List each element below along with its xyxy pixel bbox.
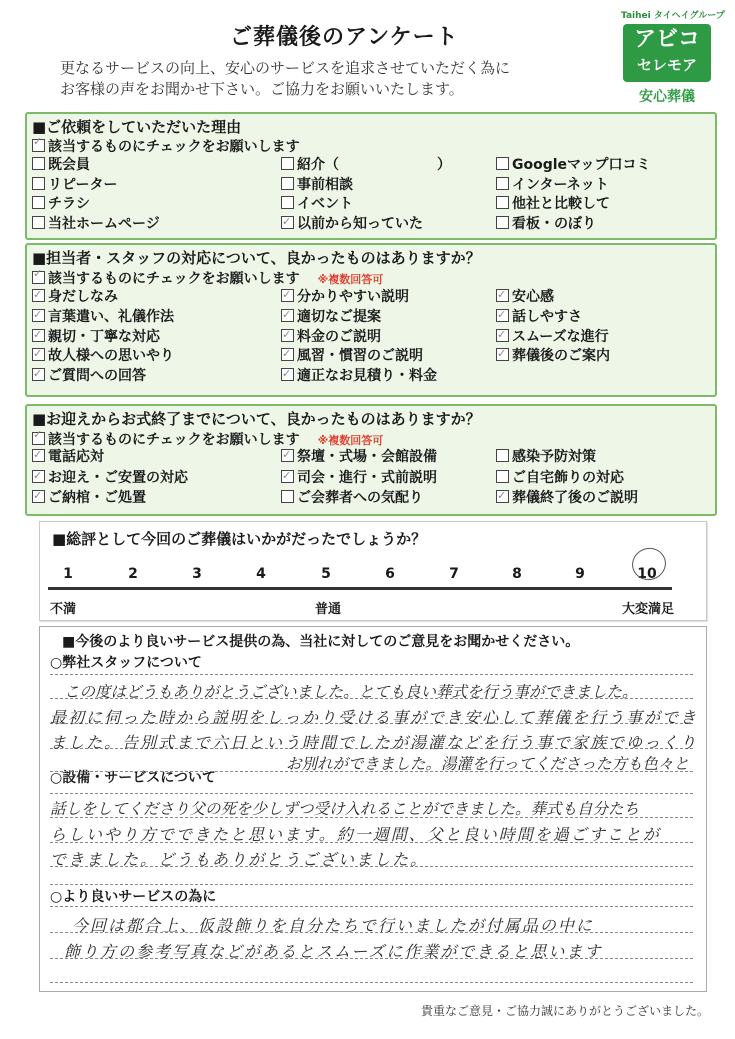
checkbox-icon[interactable] [281, 470, 294, 483]
staff-option[interactable] [32, 327, 160, 347]
checkbox-icon[interactable] [496, 196, 509, 209]
option-label: お迎え・ご安置の対応 [48, 469, 188, 486]
reason-option[interactable] [496, 175, 609, 195]
instruction-check-icon [32, 139, 45, 152]
logo-corp: Taihei タイヘイグループ [621, 11, 725, 21]
option-label: 風習・慣習のご説明 [297, 348, 423, 365]
multi-answer-note: ※複数回答可 [317, 273, 384, 286]
option-label: チラシ [48, 196, 90, 212]
option-label: 以前から知っていた [297, 215, 423, 232]
reason-option[interactable] [496, 194, 610, 214]
logo-line1: アビコ [633, 27, 700, 52]
rating-high-label: 大変満足 [622, 602, 675, 617]
ceremony-option[interactable] [281, 447, 437, 467]
writing-line [50, 906, 693, 907]
rating-title: ■総評として今回のご葬儀はいかがだったでしょうか？ [52, 530, 427, 548]
option-label: ご納棺・ご処置 [48, 490, 146, 506]
logo-line2: セレモア [636, 56, 697, 74]
ceremony-instruction: ✓該当するものにチェックをお願いします ※複数回答可 [32, 429, 383, 449]
option-label: 感染予防対策 [512, 449, 596, 465]
option-label: 電話応対 [48, 449, 104, 465]
reason-option[interactable] [281, 175, 353, 195]
option-label: 葬儀終了後のご説明 [512, 490, 638, 506]
checkbox-icon[interactable] [281, 196, 294, 209]
company-logo [621, 8, 725, 110]
option-label: 祭壇・式場・会館設備 [297, 449, 437, 465]
logo-tagline: 安心葬儀 [639, 89, 695, 105]
instruction-check-icon [32, 432, 45, 445]
option-label: 当社ホームページ [48, 215, 160, 232]
option-label: 事前相談 [297, 176, 353, 193]
staff-instruction: ✓該当するものにチェックをお願いします ※複数回答可 [32, 268, 383, 288]
writing-line [50, 793, 693, 794]
staff-option[interactable] [496, 346, 610, 366]
checkbox-icon[interactable] [32, 177, 45, 190]
staff-option[interactable] [281, 327, 381, 347]
option-label: 他社と比較して [512, 196, 610, 212]
checkbox-icon[interactable] [32, 368, 45, 381]
ceremony-option[interactable] [496, 447, 596, 467]
checkbox-icon[interactable] [32, 289, 45, 302]
option-label: 話しやすさ [512, 308, 582, 325]
staff-option[interactable] [281, 307, 381, 327]
ceremony-option[interactable] [32, 468, 188, 488]
checkbox-icon[interactable] [32, 470, 45, 483]
rating-scale-number[interactable]: 3 [192, 566, 202, 582]
handwritten-comment-line: らしいやり方でできたと思います。約一週間、父と良い時間を過ごすことが [50, 825, 661, 844]
rating-scale-number[interactable]: 2 [128, 566, 138, 582]
checkbox-icon[interactable] [281, 289, 294, 302]
reason-instruction: ✓該当するものにチェックをお願いします [32, 136, 300, 156]
reason-title: ■ご依頼をしていただいた理由 [32, 118, 242, 136]
ceremony-title: ■お迎えからお式終了までについて、良かったものはありますか？ [32, 410, 481, 428]
checkbox-icon[interactable] [496, 470, 509, 483]
reason-option[interactable] [32, 155, 90, 175]
handwritten-comment-line: 話しをしてくださり父の死を少しずつ受け入れることができました。葬式も自分たち [50, 800, 640, 818]
page-title: ご葬儀後のアンケート [230, 25, 459, 50]
staff-option[interactable] [32, 287, 118, 307]
checkbox-icon[interactable] [281, 348, 294, 361]
staff-title: ■担当者・スタッフの対応について、良かったものはありますか？ [32, 249, 481, 267]
checkbox-icon[interactable] [281, 216, 294, 229]
ceremony-option[interactable] [281, 468, 437, 488]
rating-scale-number[interactable]: 9 [575, 566, 585, 582]
checkbox-icon[interactable] [32, 196, 45, 209]
checkbox-icon[interactable] [496, 348, 509, 361]
ceremony-option[interactable] [281, 488, 423, 508]
intro-line-1: 更なるサービスの向上、安心のサービスを追求させていただく為に [60, 59, 511, 77]
staff-option[interactable] [496, 307, 582, 327]
reason-option[interactable] [496, 214, 596, 234]
checkbox-icon[interactable] [281, 177, 294, 190]
option-label: 既会員 [48, 157, 90, 173]
handwritten-comment-line: できました。どうもありがとうございました。 [50, 850, 429, 869]
writing-line [50, 982, 693, 983]
option-label: 安心感 [512, 289, 554, 305]
checkbox-icon[interactable] [32, 216, 45, 229]
ceremony-option[interactable] [32, 447, 104, 467]
option-label: インターネット [512, 176, 609, 193]
rating-scale-number[interactable]: 8 [512, 566, 522, 582]
option-label: Googleマップ口コミ [512, 157, 651, 173]
option-label: 親切・丁寧な対応 [48, 328, 160, 345]
option-label: 看板・のぼり [512, 215, 596, 232]
writing-line [50, 884, 693, 885]
ceremony-option[interactable] [496, 488, 638, 508]
feedback-title: ■今後のより良いサービス提供の為、当社に対してのご意見をお聞かせください。 [62, 634, 580, 650]
option-label: 司会・進行・式前説明 [297, 469, 437, 486]
ceremony-option[interactable] [496, 468, 624, 488]
option-label: ご自宅飾りの対応 [512, 469, 624, 486]
checkbox-icon[interactable] [32, 309, 45, 322]
reason-option[interactable] [281, 194, 353, 214]
staff-feedback-heading: ○弊社スタッフについて [50, 655, 202, 671]
handwritten-comment-line: お別れができました。湯灌を行ってくださった方も色々と [286, 755, 690, 773]
option-label: スムーズな進行 [512, 328, 609, 345]
checkbox-icon[interactable] [281, 157, 294, 170]
rating-low-label: 不満 [50, 602, 77, 617]
facility-feedback-heading: ○設備・サービスについて [50, 770, 216, 786]
reason-option[interactable] [32, 214, 160, 234]
checkbox-icon[interactable] [32, 348, 45, 361]
checkbox-icon[interactable] [281, 309, 294, 322]
checkbox-icon[interactable] [32, 490, 45, 503]
checkbox-icon[interactable] [281, 490, 294, 503]
rating-scale-line [48, 587, 672, 590]
checkbox-icon[interactable] [281, 329, 294, 342]
option-label: 故人様への思いやり [48, 348, 174, 365]
reason-option[interactable] [32, 194, 90, 214]
reason-option[interactable] [32, 175, 117, 195]
option-label: イベント [297, 196, 353, 212]
checkbox-icon[interactable] [496, 289, 509, 302]
footer-thanks: 貴重なご意見・ご協力誠にありがとうございました。 [420, 1004, 709, 1018]
rating-scale-number[interactable]: 7 [449, 566, 459, 582]
staff-option[interactable] [281, 346, 423, 366]
instruction-check-icon [32, 271, 45, 284]
option-label: 紹介（ ） [297, 157, 451, 173]
improvement-feedback-heading: ○より良いサービスの為に [50, 889, 217, 905]
rating-scale-number[interactable]: 6 [385, 566, 395, 582]
intro-line-2: お客様の声をお聞かせ下さい。ご協力をお願いいたします。 [60, 80, 464, 98]
checkbox-icon[interactable] [281, 449, 294, 462]
checkbox-icon[interactable] [496, 309, 509, 322]
handwritten-comment-line: ました。告別式まで六日という時間でしたが湯灌などを行う事で家族でゆっくり [50, 733, 698, 752]
checkbox-icon[interactable] [32, 157, 45, 170]
reason-option[interactable] [281, 214, 423, 234]
ceremony-option[interactable] [32, 488, 146, 508]
staff-option[interactable] [32, 307, 174, 327]
rating-scale-number[interactable]: 5 [321, 566, 331, 582]
option-label: 分かりやすい説明 [297, 289, 409, 305]
logo-badge [623, 24, 711, 82]
option-label: 葬儀後のご案内 [512, 348, 610, 365]
handwritten-comment-line: 今回は都合上、仮設飾りを自分たちで行いましたが付属品の中に [72, 916, 594, 935]
option-label: 適正なお見積り・料金 [297, 368, 437, 385]
checkbox-icon[interactable] [496, 216, 509, 229]
checkbox-icon[interactable] [496, 329, 509, 342]
option-label: 言葉遣い、礼儀作法 [48, 308, 174, 325]
staff-option[interactable] [496, 327, 609, 347]
multi-answer-note: ※複数回答可 [317, 434, 384, 447]
checkbox-icon[interactable] [496, 449, 509, 462]
option-label: ご質問への回答 [48, 368, 146, 385]
staff-option[interactable] [32, 346, 174, 366]
checkbox-icon[interactable] [281, 368, 294, 381]
checkbox-icon[interactable] [32, 449, 45, 462]
option-label: 料金のご説明 [297, 328, 381, 345]
reason-option[interactable] [281, 155, 451, 175]
rating-scale-number[interactable]: 10 [637, 566, 657, 582]
checkbox-icon[interactable] [496, 157, 509, 170]
handwritten-comment-line: この度はどうもありがとうございました。とても良い葬式を行う事ができました。 [64, 683, 638, 701]
staff-option[interactable] [281, 366, 437, 386]
checkbox-icon[interactable] [496, 490, 509, 503]
option-label: ご会葬者への気配り [297, 490, 423, 506]
option-label: 適切なご提案 [297, 308, 381, 325]
handwritten-comment-line: 最初に伺った時から説明をしっかり受ける事ができ安心して葬儀を行う事ができ [50, 708, 699, 727]
option-label: リピーター [48, 176, 118, 193]
handwritten-comment-line: 飾り方の参考写真などがあるとスムーズに作業ができると思います [64, 942, 603, 961]
staff-option[interactable] [281, 287, 409, 307]
checkbox-icon[interactable] [32, 329, 45, 342]
rating-scale-number[interactable]: 1 [63, 566, 73, 582]
option-label: 身だしなみ [48, 289, 118, 305]
staff-option[interactable] [32, 366, 146, 386]
rating-scale-number[interactable]: 4 [256, 566, 266, 582]
writing-line [50, 674, 693, 675]
reason-option[interactable] [496, 155, 650, 175]
checkbox-icon[interactable] [496, 177, 509, 190]
rating-mid-label: 普通 [315, 602, 342, 617]
